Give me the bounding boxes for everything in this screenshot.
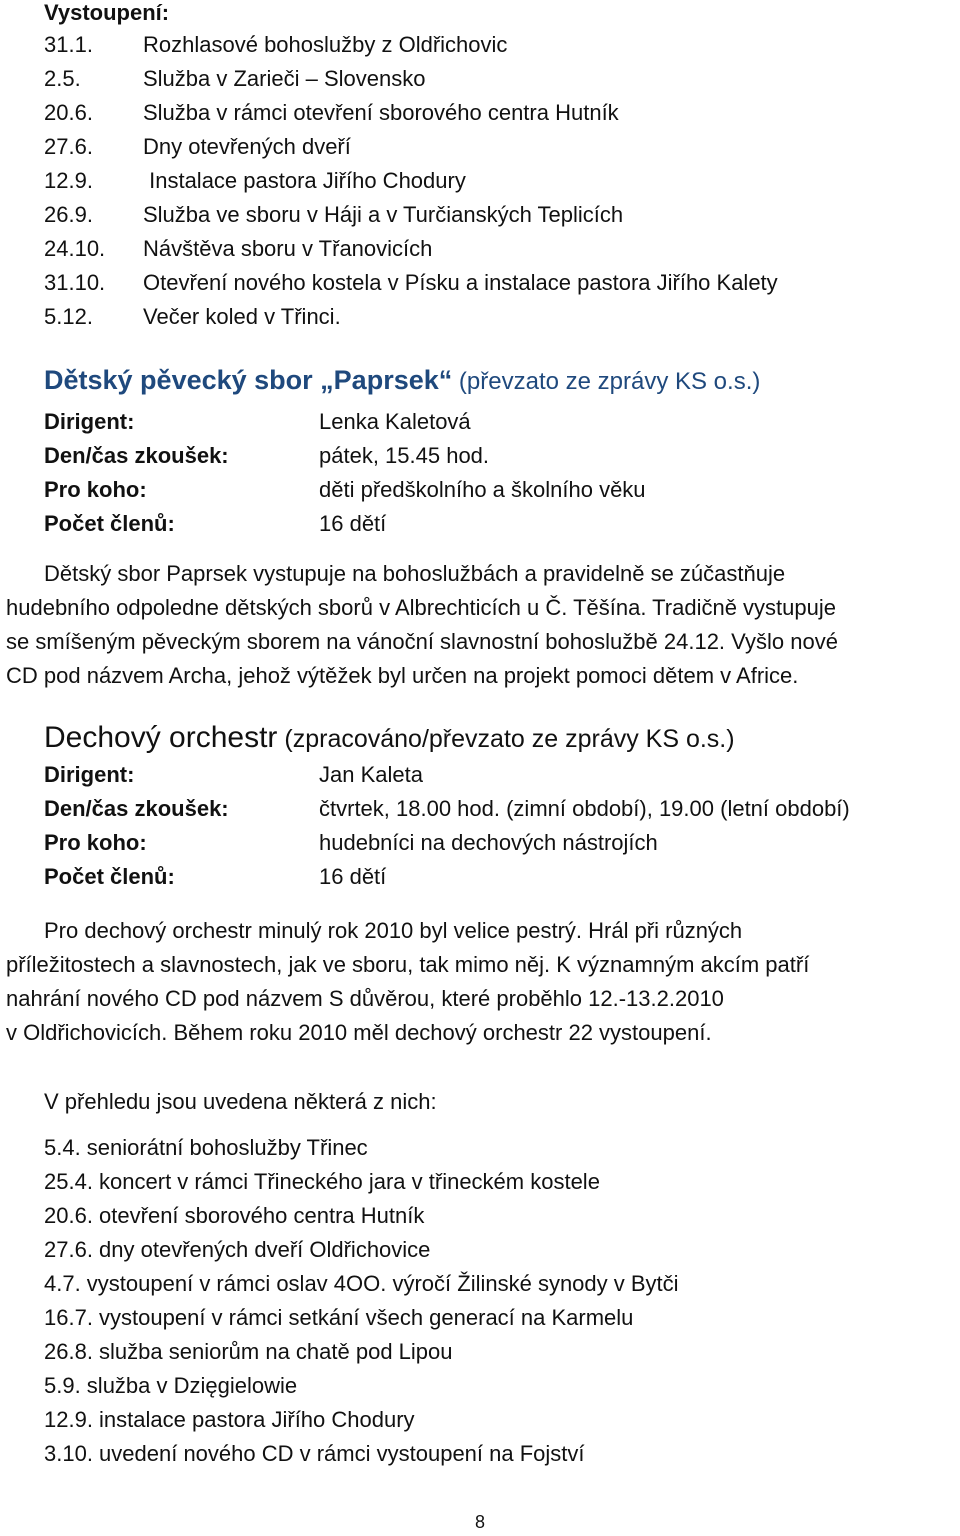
field-value: 16 dětí <box>319 864 387 889</box>
list-item: 25.4. koncert v rámci Třineckého jara v třineckém kostele <box>44 1169 600 1194</box>
event-text: Instalace pastora Jiřího Chodury <box>143 168 466 193</box>
event-date: 31.1. <box>44 32 93 57</box>
event-text: Návštěva sboru v Třanovicích <box>143 236 433 261</box>
paragraph-line: se smíšeným pěveckým sborem na vánoční slavnostní bohoslužbě 24.12. Vyšlo nové <box>6 629 838 654</box>
event-text: Rozhlasové bohoslužby z Oldřichovic <box>143 32 508 57</box>
field-label: Počet členů: <box>44 864 175 889</box>
list-item: 16.7. vystoupení v rámci setkání všech generací na Karmelu <box>44 1305 634 1330</box>
list-item: 27.6. dny otevřených dveří Oldřichovice <box>44 1237 431 1262</box>
event-date: 12.9. <box>44 168 93 193</box>
orchestr-heading-title: Dechový orchestr <box>44 721 278 754</box>
event-date: 26.9. <box>44 202 93 227</box>
paragraph-line: nahrání nového CD pod názvem S důvěrou, které proběhlo 12.-13.2.2010 <box>6 986 724 1011</box>
paragraph-line: v Oldřichovicích. Během roku 2010 měl dechový orchestr 22 vystoupení. <box>6 1020 712 1045</box>
paragraph-line: Pro dechový orchestr minulý rok 2010 byl velice pestrý. Hrál při různých <box>44 918 743 943</box>
event-text: Služba ve sboru v Háji a v Turčianských Teplicích <box>143 202 624 227</box>
event-date: 24.10. <box>44 236 106 261</box>
event-date: 5.12. <box>44 304 93 329</box>
field-value: čtvrtek, 18.00 hod. (zimní období), 19.00 (letní období) <box>319 796 850 821</box>
list-item: 5.4. seniorátní bohoslužby Třinec <box>44 1135 368 1160</box>
paprsek-heading-title: Dětský pěvecký sbor <box>44 365 321 395</box>
event-text: Služba v Zarieči – Slovensko <box>143 66 426 91</box>
list-item: 26.8. služba seniorům na chatě pod Lipou <box>44 1339 453 1364</box>
paprsek-heading-name: „Paprsek“ <box>320 365 453 395</box>
field-label: Dirigent: <box>44 762 135 787</box>
field-label: Pro koho: <box>44 477 147 502</box>
event-text: Otevření nového kostela v Písku a instalace pastora Jiřího Kalety <box>143 270 778 295</box>
paprsek-heading-source: (převzato ze zprávy KS o.s.) <box>452 368 761 395</box>
paprsek-heading <box>44 361 760 404</box>
field-label: Pro koho: <box>44 830 147 855</box>
list-item: 5.9. služba v Dzięgielowie <box>44 1373 298 1398</box>
field-value: děti předškolního a školního věku <box>319 477 646 502</box>
orchestr-heading <box>44 718 735 763</box>
page-number: 8 <box>474 1512 485 1532</box>
event-text: Dny otevřených dveří <box>143 134 351 159</box>
paragraph-line: CD pod názvem Archa, jehož výtěžek byl určen na projekt pomoci dětem v Africe. <box>6 663 799 688</box>
field-value: hudebníci na dechových nástrojích <box>319 830 658 855</box>
paragraph-line: Dětský sbor Paprsek vystupuje na bohoslužbách a pravidelně se zúčastňuje <box>44 561 786 586</box>
event-date: 27.6. <box>44 134 93 159</box>
list-item: 20.6. otevření sborového centra Hutník <box>44 1203 425 1228</box>
list-item: 12.9. instalace pastora Jiřího Chodury <box>44 1407 415 1432</box>
event-date: 20.6. <box>44 100 93 125</box>
field-label: Den/čas zkoušek: <box>44 796 229 821</box>
event-text: Služba v rámci otevření sborového centra Hutník <box>143 100 619 125</box>
paragraph-line: hudebního odpoledne dětských sborů v Albrechticích u Č. Těšína. Tradičně vystupuje <box>6 595 836 620</box>
field-value: Lenka Kaletová <box>319 409 471 434</box>
field-value: 16 dětí <box>319 511 387 536</box>
field-value: pátek, 15.45 hod. <box>319 443 490 468</box>
list-item: 4.7. vystoupení v rámci oslav 4OO. výročí Žilinské synody v Bytči <box>44 1271 679 1296</box>
vystoupeni-heading: Vystoupení: <box>44 0 170 25</box>
field-label: Počet členů: <box>44 511 175 536</box>
field-label: Dirigent: <box>44 409 135 434</box>
event-text: Večer koled v Třinci. <box>143 304 341 329</box>
event-date: 2.5. <box>44 66 81 91</box>
field-value: Jan Kaleta <box>319 762 423 787</box>
overview-intro: V přehledu jsou uvedena některá z nich: <box>44 1089 437 1114</box>
list-item: 3.10. uvedení nového CD v rámci vystoupení na Fojství <box>44 1441 585 1466</box>
field-label: Den/čas zkoušek: <box>44 443 229 468</box>
paragraph-line: příležitostech a slavnostech, jak ve sboru, tak mimo něj. K významným akcím patří <box>6 952 810 977</box>
event-date: 31.10. <box>44 270 106 295</box>
orchestr-heading-source: (zpracováno/převzato ze zprávy KS o.s.) <box>277 725 735 753</box>
